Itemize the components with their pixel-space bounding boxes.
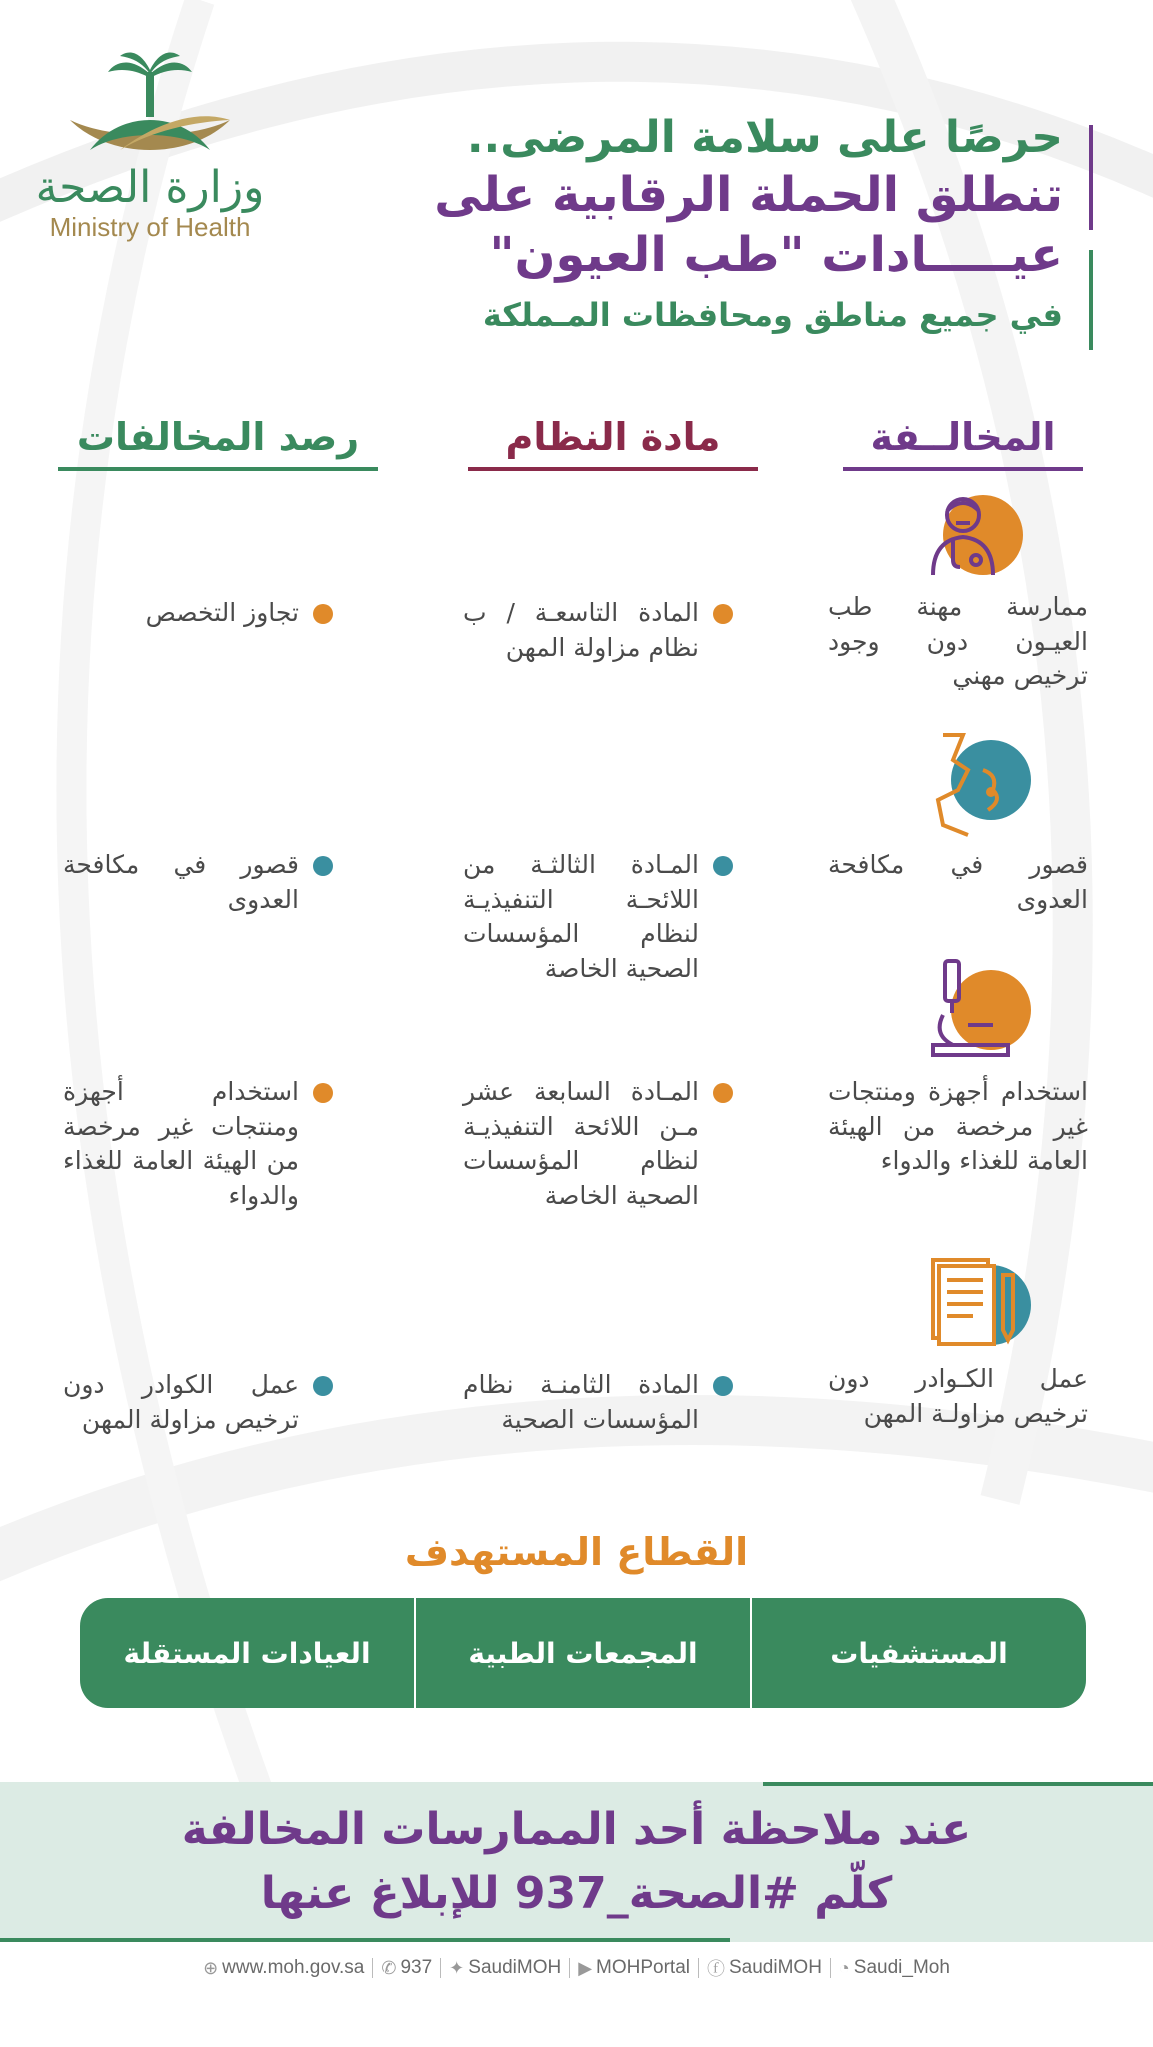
logo-arabic-text: وزارة الصحة [35,162,265,213]
bullet-dot [313,1083,333,1103]
footer-snapchat[interactable]: ◔ Saudi_Moh [838,1957,950,1978]
microscope-icon [923,955,1033,1055]
row-3-article: المـادة السابعة عشر مـن اللائحة التنفيذيـة لنظام المؤسسات الصحية الخاصة [463,1075,733,1213]
license-document-icon [923,1255,1033,1355]
header-line-3: عيـــــادات "طب العيون" [489,227,1063,283]
footer-phone[interactable]: ✆ 937 [381,1957,433,1978]
row-4-violation: عمل الكـوادر دون ترخيص مزاولـة المهن [828,1364,1088,1428]
target-sector-title: القطاع المستهدف [404,1530,749,1574]
report-band [0,1782,1153,1942]
row-1-violation: ممارسة مهنة طب العيـون دون وجود ترخيص مهني [828,592,1088,690]
row-2-article: المـادة الثالثـة من اللائحـة التنفيذيـة لنظام المؤسسات الصحية الخاصة [463,848,733,986]
twitter-icon: ✦ [449,1957,465,1978]
phone-icon: ✆ [381,1957,397,1978]
bullet-dot [713,604,733,624]
bullet-dot [713,1083,733,1103]
globe-icon: ⊕ [203,1957,219,1978]
column-heading-monitoring: رصد المخالفات [58,415,378,471]
youtube-icon: ▶ [578,1957,593,1978]
target-sector-bar [80,1598,1086,1708]
moh-logo [30,50,270,250]
sector-medical-complexes: المجمعات الطبية [416,1598,752,1708]
bullet-dot [713,856,733,876]
footer-youtube[interactable]: ▶ MOHPortal [578,1957,690,1978]
header-accent-bar-2 [1089,250,1093,350]
bullet-dot [313,1376,333,1396]
bullet-dot [713,1376,733,1396]
header-line-1: حرصًا على سلامة المرضى.. [466,112,1063,163]
row-4-article: المادة الثامنـة نظام المؤسسات الصحية [463,1368,733,1437]
footer-website[interactable]: ⊕ www.moh.gov.sa [203,1957,365,1978]
band-top-line [763,1782,1153,1786]
row-3-monitoring: استخدام أجهزة ومنتجات غير مرخصة من الهيئة العامة للغذاء والدواء [63,1075,333,1213]
row-1-monitoring: تجاوز التخصص [63,596,333,631]
column-heading-article: مادة النظام [468,415,758,471]
row-4-monitoring: عمل الكوادر دون ترخيص مزاولة المهن [63,1368,333,1437]
infection-icon [923,730,1033,830]
header-line-4: في جميع مناطق ومحافظات المـملكة [482,296,1063,334]
row-2-violation: قصور في مكافحة العدوى [828,850,1088,914]
header-line-2: تنطلق الحملة الرقابية على [434,167,1063,223]
footer-twitter[interactable]: ✦ SaudiMOH [449,1957,562,1978]
logo-english-text: Ministry of Health [49,212,251,242]
band-bottom-line [0,1938,730,1942]
palm-logo-icon [60,50,240,160]
snapchat-icon: ◔ [838,1957,850,1978]
facebook-icon: ⓕ [707,1959,725,1979]
sector-independent-clinics: العيادات المستقلة [80,1598,416,1708]
bullet-dot [313,604,333,624]
doctor-icon [918,485,1028,585]
bullet-dot [313,856,333,876]
footer-contacts [0,1955,1153,1981]
header-accent-bar [1089,125,1093,230]
row-3-violation: استخدام أجهزة ومنتجات غير مرخصة من الهيئة العامة للغذاء والدواء [828,1077,1088,1175]
campaign-header [303,110,1063,335]
sector-hospitals: المستشفيات [830,1636,1008,1670]
row-2-monitoring: قصور في مكافحة العدوى [63,848,333,917]
footer-facebook[interactable]: ⓕ SaudiMOH [707,1957,822,1979]
row-1-article: المادة التاسعـة / ب نظام مزاولة المهن [463,596,733,665]
report-line-2: كلّم #الصحة_937 للإبلاغ عنها [260,1868,893,1919]
report-line-1: عند ملاحظة أحد الممارسات المخالفة [181,1804,972,1855]
column-heading-violation: المخالــفة [843,415,1083,471]
